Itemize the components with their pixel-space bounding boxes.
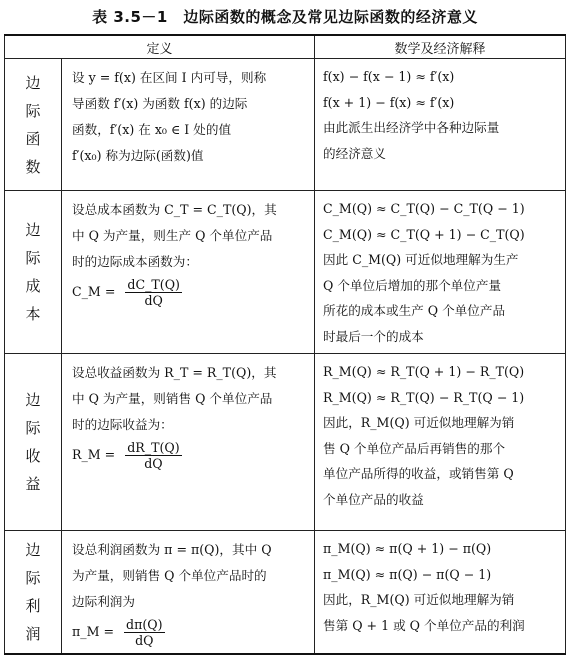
- formula-lhs: C_M =: [72, 284, 116, 299]
- econ-line: 时最后一个的成本: [323, 328, 424, 344]
- table-caption: 表 3.5－1 边际函数的概念及常见边际函数的经济意义: [92, 8, 478, 26]
- row-label-char: 际: [25, 249, 41, 267]
- row-label-char: 益: [25, 475, 41, 493]
- fraction: [125, 440, 181, 471]
- econ-line: 因此，R_M(Q) 可近似地理解为销: [323, 592, 515, 607]
- formula-lhs: π_M =: [72, 624, 115, 639]
- definition-cell: [62, 191, 315, 354]
- econ-cell: [315, 59, 566, 191]
- econ-line: R_M(Q) ≈ R_T(Q) − R_T(Q − 1): [323, 389, 525, 405]
- table-row: [5, 531, 566, 654]
- definition-cell: [62, 59, 315, 191]
- header-row: [5, 35, 566, 59]
- formula: [72, 277, 308, 308]
- header-math-econ: 数学及经济解释: [315, 35, 566, 59]
- row-label-char: 数: [25, 157, 41, 176]
- definition-line: 中 Q 为产量，则生产 Q 个单位产品: [72, 228, 273, 243]
- definition-line: 设总收益函数为 R_T = R_T(Q)，其: [72, 365, 277, 380]
- table-row: [5, 59, 566, 191]
- fraction-denominator: dQ: [144, 293, 163, 308]
- definition-line: 函数，f′(x) 在 x₀ ∈ I 处的值: [72, 122, 232, 137]
- definition-line: 时的边际收益为：: [72, 417, 173, 432]
- header-definition: 定义: [5, 35, 315, 59]
- definition-line: 设总成本函数为 C_T = C_T(Q)，其: [72, 202, 277, 217]
- row-label-char: 边: [25, 221, 41, 239]
- econ-line: 由此派生出经济学中各种边际量: [323, 120, 500, 135]
- row-label-char: 边: [25, 391, 41, 409]
- definition-line: 设总利润函数为 π = π(Q)，其中 Q: [72, 542, 272, 557]
- econ-line: f(x) − f(x − 1) ≈ f′(x): [323, 69, 455, 84]
- definition-line: f′(x₀) 称为边际(函数)值: [72, 148, 204, 163]
- definition-line: 导函数 f′(x) 为函数 f(x) 的边际: [72, 96, 248, 111]
- row-label-char: 函: [25, 129, 41, 148]
- fraction: [125, 277, 182, 308]
- row-label-char: 收: [25, 447, 41, 465]
- fraction-denominator: dQ: [144, 456, 163, 471]
- econ-cell: [315, 531, 566, 654]
- econ-line: C_M(Q) ≈ C_T(Q + 1) − C_T(Q): [323, 226, 525, 242]
- row-label: [5, 531, 62, 654]
- row-label-char: 际: [25, 568, 41, 587]
- econ-cell: [315, 191, 566, 354]
- econ-line: f(x + 1) − f(x) ≈ f′(x): [323, 94, 455, 110]
- row-label: [5, 354, 62, 531]
- fraction-denominator: dQ: [135, 633, 154, 648]
- econ-line: 个单位产品的收益: [323, 491, 424, 507]
- econ-line: 售 Q 个单位产品后再销售的那个: [323, 440, 506, 456]
- definition-line: 设 y = f(x) 在区间 I 内可导，则称: [72, 70, 267, 85]
- table-row: [5, 191, 566, 354]
- econ-line: 单位产品所得的收益，或销售第 Q: [323, 466, 514, 481]
- definition-line: 中 Q 为产量，则销售 Q 个单位产品: [72, 391, 273, 406]
- formula-lhs: R_M =: [72, 447, 116, 462]
- econ-line: C_M(Q) ≈ C_T(Q) − C_T(Q − 1): [323, 201, 525, 216]
- econ-line: 所花的成本或生产 Q 个单位产品: [323, 303, 506, 318]
- econ-line: 的经济意义: [323, 145, 386, 161]
- econ-line: 因此 C_M(Q) 可近似地理解为生产: [323, 252, 519, 267]
- econ-line: R_M(Q) ≈ R_T(Q + 1) − R_T(Q): [323, 364, 525, 379]
- table-row: [5, 354, 566, 531]
- definition-cell: [62, 354, 315, 531]
- econ-cell: [315, 354, 566, 531]
- definition-line: 时的边际成本函数为：: [72, 254, 198, 269]
- definition-cell: [62, 531, 315, 654]
- row-label-char: 本: [25, 305, 41, 323]
- econ-line: 售第 Q + 1 或 Q 个单位产品的利润: [323, 617, 525, 633]
- row-label: [5, 59, 62, 191]
- row-label: [5, 191, 62, 354]
- fraction-numerator: dR_T(Q): [127, 440, 180, 455]
- row-label-char: 边: [25, 73, 41, 92]
- fraction-numerator: dπ(Q): [126, 617, 163, 632]
- econ-line: 因此，R_M(Q) 可近似地理解为销: [323, 415, 515, 430]
- row-label-char: 润: [25, 624, 41, 643]
- econ-line: π_M(Q) ≈ π(Q + 1) − π(Q): [323, 541, 492, 556]
- fraction-numerator: dC_T(Q): [127, 277, 180, 292]
- definition-line: 边际利润为: [72, 594, 135, 609]
- row-label-char: 边: [25, 540, 41, 559]
- row-label-char: 利: [25, 596, 41, 615]
- formula: [72, 617, 308, 648]
- formula: [72, 440, 308, 471]
- marginal-function-table: [4, 34, 566, 655]
- row-label-char: 成: [25, 277, 41, 295]
- econ-line: π_M(Q) ≈ π(Q) − π(Q − 1): [323, 566, 492, 582]
- fraction: [124, 617, 165, 648]
- econ-line: Q 个单位后增加的那个单位产量: [323, 277, 502, 293]
- row-label-char: 际: [25, 419, 41, 437]
- definition-line: 为产量，则销售 Q 个单位产品时的: [72, 568, 267, 583]
- row-label-char: 际: [25, 101, 41, 120]
